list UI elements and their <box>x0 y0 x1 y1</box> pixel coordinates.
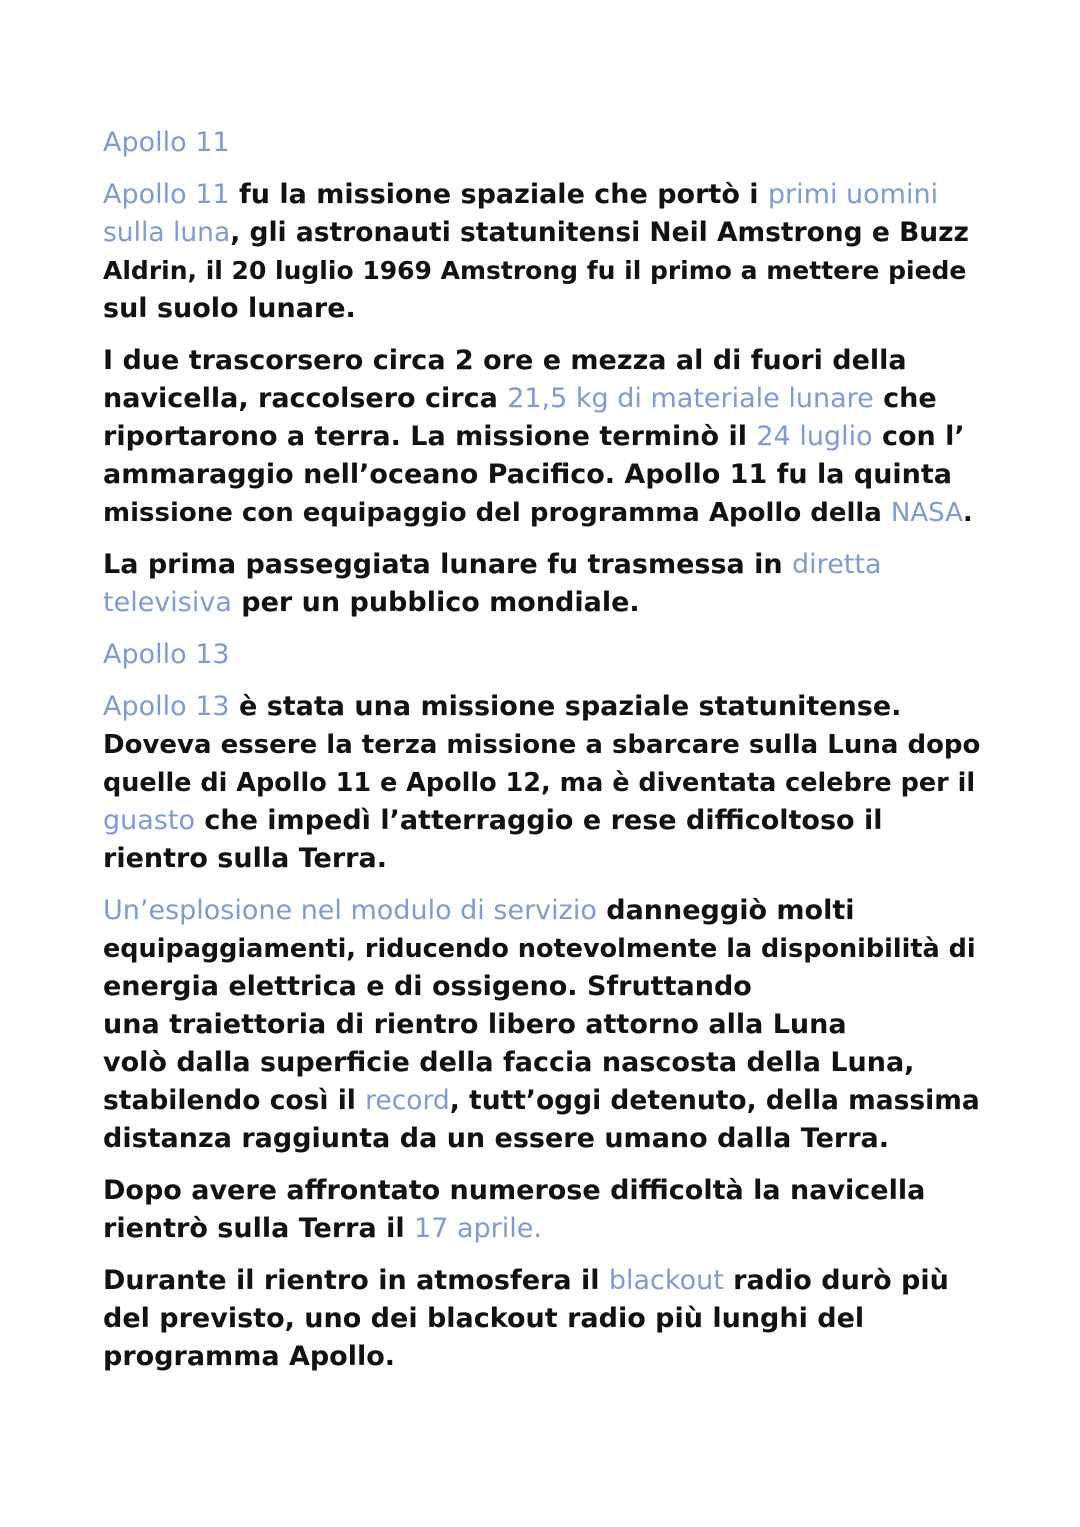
highlighted-text: televisiva <box>103 587 232 618</box>
body-text: del previsto, uno dei blackout radio più lunghi del <box>103 1303 865 1334</box>
body-text: navicella, raccolsero circa <box>103 383 508 414</box>
highlighted-text: NASA <box>890 498 963 528</box>
highlighted-text: Un’esplosione nel modulo di servizio <box>103 895 597 926</box>
highlighted-text: diretta <box>792 549 882 580</box>
body-text: stabilendo così il <box>103 1085 366 1116</box>
highlighted-text: primi uomini <box>767 179 939 210</box>
highlighted-text: 24 luglio <box>756 421 873 452</box>
text-line <box>103 802 983 840</box>
body-text: riportarono a terra. La missione terminò il <box>103 421 757 452</box>
paragraph <box>103 892 983 1158</box>
paragraph <box>103 342 983 532</box>
body-text: che <box>873 383 937 414</box>
highlighted-text: 17 aprile. <box>414 1213 542 1244</box>
text-line <box>103 1082 983 1120</box>
text-line <box>103 252 983 290</box>
paragraph <box>103 1262 983 1376</box>
body-text: con l’ <box>872 421 965 452</box>
text-line <box>103 380 983 418</box>
body-text: distanza raggiunta da un essere umano dalla Terra. <box>103 1123 890 1154</box>
text-line <box>103 214 983 252</box>
highlighted-text: sulla luna <box>103 217 231 248</box>
highlighted-text: Apollo 11 <box>103 179 230 210</box>
paragraph <box>103 1172 983 1248</box>
body-text: rientro sulla Terra. <box>103 843 387 874</box>
text-line <box>103 1338 983 1376</box>
text-line <box>103 418 983 456</box>
body-text: Durante il rientro in atmosfera il <box>103 1265 609 1296</box>
text-line <box>103 1006 983 1044</box>
body-text: che impedì l’atterraggio e rese difficoltoso il <box>194 805 883 836</box>
highlighted-text: record <box>365 1085 450 1116</box>
highlighted-text: guasto <box>103 805 195 836</box>
text-line <box>103 726 983 764</box>
body-text: danneggiò molti <box>596 895 855 926</box>
body-text: per un pubblico mondiale. <box>231 587 640 618</box>
text-line <box>103 456 983 494</box>
paragraph <box>103 176 983 328</box>
text-line <box>103 1262 983 1300</box>
body-text: volò dalla superficie della faccia nascosta della Luna, <box>103 1047 915 1078</box>
text-line <box>103 840 983 878</box>
text-line <box>103 584 983 622</box>
body-text: è stata una missione spaziale statunitense. <box>229 691 902 722</box>
body-text: , gli astronauti statunitensi Neil Amstrong e Buzz <box>230 217 969 248</box>
text-line <box>103 1300 983 1338</box>
section-heading: Apollo 11 <box>103 127 230 158</box>
body-text: , tutt’oggi detenuto, della massima <box>449 1085 980 1116</box>
paragraph <box>103 546 983 622</box>
body-text: una traiettoria di rientro libero attorno alla Luna <box>103 1009 847 1040</box>
text-line <box>103 930 983 968</box>
body-text: quelle di Apollo 11 e Apollo 12, ma è diventata celebre per il <box>103 768 976 798</box>
text-line <box>103 494 983 532</box>
text-line <box>103 546 983 584</box>
text-line <box>103 290 983 328</box>
body-text: ammaraggio nell’oceano Pacifico. Apollo 11 fu la quinta <box>103 459 953 490</box>
body-text: Aldrin, il 20 luglio 1969 Amstrong fu il primo a mettere piede <box>103 256 967 285</box>
body-text: energia elettrica e di ossigeno. Sfruttando <box>103 971 752 1002</box>
text-line <box>103 1044 983 1082</box>
paragraph <box>103 688 983 878</box>
body-text: rientrò sulla Terra il <box>103 1213 415 1244</box>
highlighted-text: blackout <box>608 1265 724 1296</box>
text-line <box>103 1172 983 1210</box>
text-line <box>103 176 983 214</box>
body-text: La prima passeggiata lunare fu trasmessa in <box>103 549 793 580</box>
text-line <box>103 342 983 380</box>
highlighted-text: 21,5 kg di materiale lunare <box>507 383 874 414</box>
text-line <box>103 764 983 802</box>
body-text: Dopo avere affrontato numerose difficoltà la navicella <box>103 1175 926 1206</box>
body-text: missione con equipaggio del programma Apollo della <box>103 498 891 528</box>
body-text: equipaggiamenti, riducendo notevolmente la disponibilità di <box>103 934 976 964</box>
text-line <box>103 892 983 930</box>
highlighted-text: Apollo 13 <box>103 691 230 722</box>
text-line <box>103 968 983 1006</box>
document-page <box>103 124 983 1390</box>
text-line <box>103 1210 983 1248</box>
text-line <box>103 688 983 726</box>
section-heading: Apollo 13 <box>103 639 230 670</box>
body-text: sul suolo lunare. <box>103 293 356 324</box>
body-text: Doveva essere la terza missione a sbarcare sulla Luna dopo <box>103 730 981 760</box>
body-text: . <box>962 498 973 528</box>
body-text: radio durò più <box>723 1265 949 1296</box>
text-line <box>103 1120 983 1158</box>
body-text: fu la missione spaziale che portò i <box>229 179 768 210</box>
body-text: programma Apollo. <box>103 1341 396 1372</box>
body-text: I due trascorsero circa 2 ore e mezza al di fuori della <box>103 345 907 376</box>
